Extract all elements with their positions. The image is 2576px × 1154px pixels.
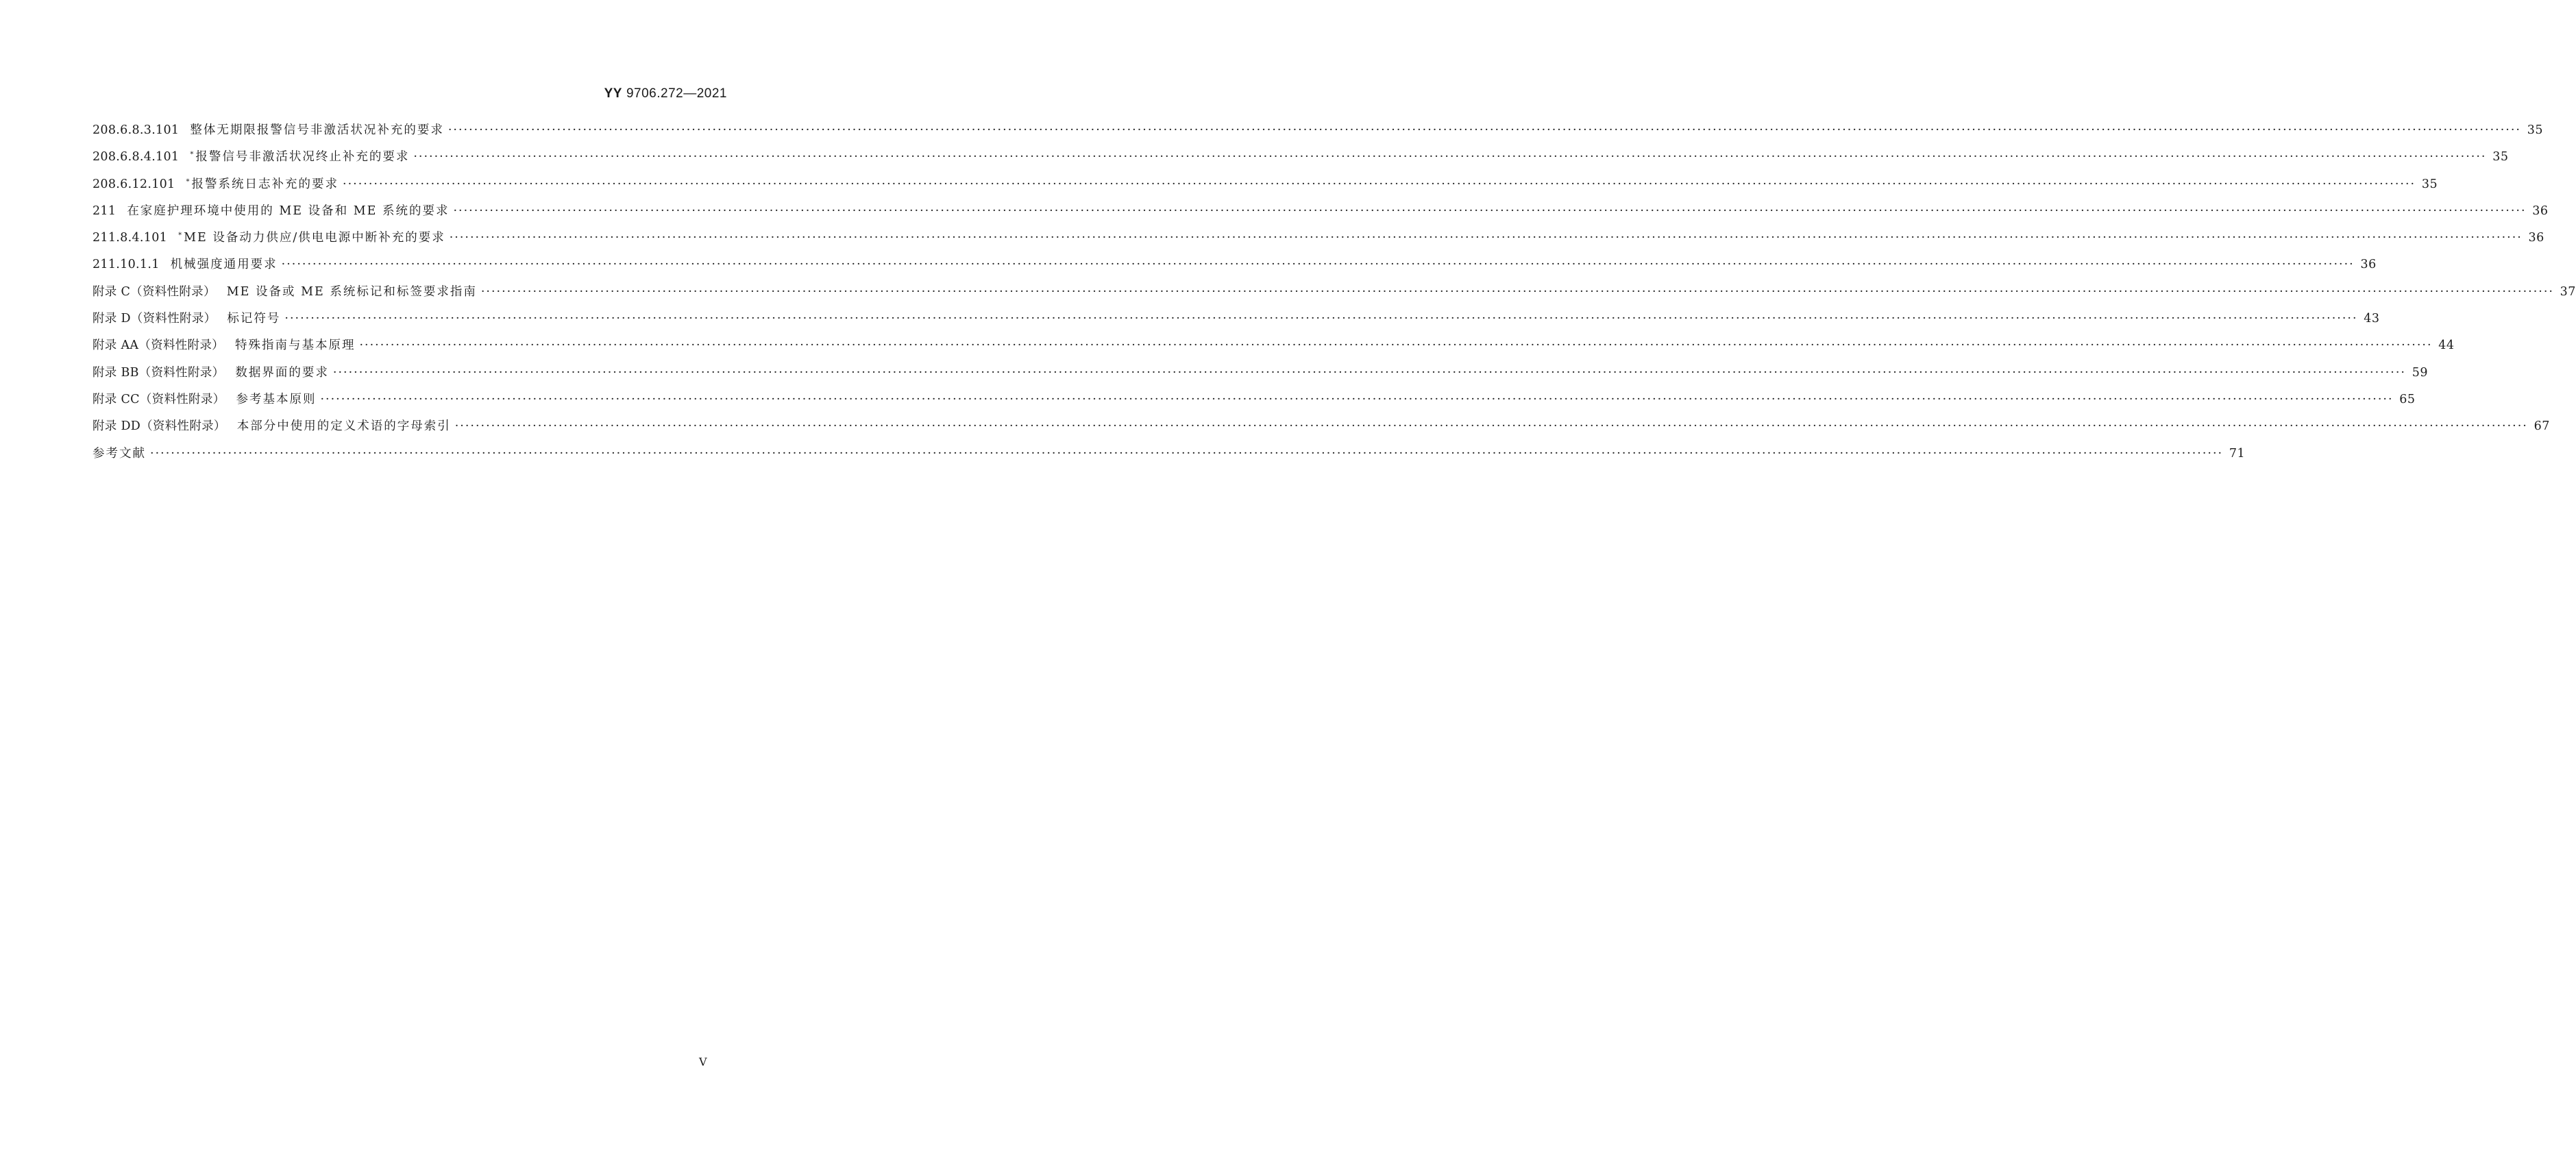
toc-dot-leader: ················································································································································································································································································································································································································ [449,231,2523,245]
toc-entry[interactable] [93,228,2544,255]
toc-entry-asterisk: * [178,232,182,240]
toc-entry-number: 208.6.8.4.101 [93,150,180,164]
toc-entry[interactable] [93,336,2455,363]
toc-entry[interactable] [93,417,2550,443]
toc-entry-page: 36 [2360,258,2377,272]
toc-entry-title: 参考基本原则 [236,392,317,406]
toc-entry[interactable] [93,390,2416,417]
toc-entry-number: 附录 BB（资料性附录） [93,365,225,380]
toc-entry-page: 36 [2528,231,2544,245]
toc-entry-page: 71 [2229,446,2246,461]
toc-dot-leader: ················································································································································································································································································································································································································ [359,339,2433,353]
toc-entry-number: 附录 C（资料性附录） [93,284,216,299]
toc-dot-leader: ················································································································································································································································································································································································································ [454,419,2528,434]
toc-dot-leader: ················································································································································································································································································································································································································ [150,446,2224,461]
toc-entry-title: 标记符号 [227,312,281,326]
toc-entry-title: 特殊指南与基本原理 [234,339,356,353]
toc-entry-number: 附录 AA（资料性附录） [93,339,224,353]
toc-entry-title: ME 设备或 ME 系统标记和标签要求指南 [226,284,477,299]
toc-dot-leader: ················································································································································································································································································································································································································ [284,312,2358,326]
toc-entry-page: 37 [2560,284,2576,299]
toc-entry-page: 43 [2364,312,2380,326]
toc-entry-title: 机械强度通用要求 [170,258,278,272]
toc-dot-leader: ················································································································································································································································································································································································································ [453,204,2527,218]
toc-entry-asterisk: * [190,151,194,159]
toc-entry-page: 44 [2438,339,2455,353]
toc-entry-page: 36 [2532,204,2549,218]
toc-entry-page: 35 [2421,177,2438,191]
toc-dot-leader: ················································································································································································································································································································································································································ [320,392,2394,406]
toc-entry-page: 35 [2492,150,2509,164]
toc-entry[interactable] [93,201,2549,228]
toc-entry[interactable] [93,121,2543,147]
toc-entry-title: 在家庭护理环境中使用的 ME 设备和 ME 系统的要求 [127,204,450,218]
standard-prefix: YY [604,86,622,101]
toc-entry-title: 本部分中使用的定义术语的字母索引 [236,419,451,434]
toc-entry[interactable] [93,363,2428,390]
toc-entry[interactable] [93,255,2377,282]
toc-entry-number: 附录 DD（资料性附录） [93,419,226,434]
standard-number: 9706.272—2021 [626,86,727,101]
document-code [604,86,727,101]
toc-entry-number: 附录 CC（资料性附录） [93,392,225,406]
toc-entry-page: 35 [2527,123,2543,137]
toc-entry-title: 参考文献 [93,446,146,461]
toc-entry-number: 附录 D（资料性附录） [93,312,217,326]
toc-entry-page: 65 [2399,392,2416,406]
toc-entry-title: 数据界面的要求 [235,365,329,380]
toc-entry[interactable] [93,147,2509,174]
toc-entry-number: 208.6.12.101 [93,177,175,191]
toc-dot-leader: ················································································································································································································································································································································································································ [480,284,2554,299]
page-number: Ⅴ [699,1057,707,1068]
toc-entry[interactable] [93,444,2246,471]
toc-dot-leader: ················································································································································································································································································································································································································ [343,177,2416,191]
toc-entry-page: 67 [2534,419,2550,434]
toc-entry[interactable] [93,282,2576,309]
toc-entry-title: ME 设备动力供应/供电电源中断补充的要求 [184,231,445,245]
toc-entry-title: 报警系统日志补充的要求 [191,177,339,191]
toc-entry-number: 208.6.8.3.101 [93,123,180,137]
toc-dot-leader: ················································································································································································································································································································································································································ [281,258,2355,272]
toc-entry-title: 报警信号非激活状况终止补充的要求 [195,150,410,164]
toc-entry-number: 211 [93,204,116,218]
toc-entry-page: 59 [2412,365,2428,380]
toc-dot-leader: ················································································································································································································································································································································································································ [447,123,2521,137]
toc-entry-number: 211.10.1.1 [93,258,160,272]
toc-entry-number: 211.8.4.101 [93,231,168,245]
toc-entry-title: 整体无期限报警信号非激活状况补充的要求 [190,123,444,137]
table-of-contents [93,121,2576,471]
toc-entry[interactable] [93,309,2380,336]
toc-dot-leader: ················································································································································································································································································································································································································ [413,150,2487,164]
toc-dot-leader: ················································································································································································································································································································································································································ [332,365,2406,380]
toc-entry[interactable] [93,175,2438,201]
toc-entry-asterisk: * [186,177,190,186]
